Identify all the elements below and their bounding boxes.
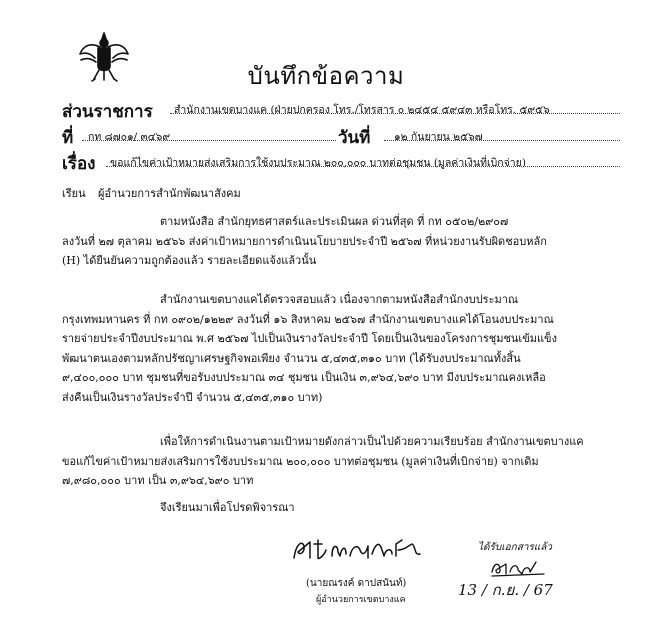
subject-label: เรื่อง [62, 154, 96, 174]
date-label: วันที่ [338, 128, 371, 148]
paragraph-2-line: ๙,๔๐๐,๐๐๐ บาท ชุมชนที่ขอรับงบประมาณ ๓๔ ชุมชน เป็นเงิน ๓,๙๖๔,๖๙๐ บาท มีงบประมาณคงเหลือ [62, 371, 546, 384]
paragraph-2-line: พัฒนาตนเองตามหลักปรัชญาเศรษฐกิจพอเพียง จำนวน ๕,๔๓๕,๓๑๐ บาท (ได้รับงบประมาณทั้งสิ้น [62, 351, 521, 365]
paragraph-3-line: เพื่อให้การดำเนินงานตามเป้าหมายดังกล่าวเป็นไปด้วยความเรียบร้อย สำนักงานเขตบางแค [160, 435, 584, 448]
signer-position: ผู้อำนวยการเขตบางแค [316, 595, 406, 605]
date-value: ๑๒ กันยายน ๒๕๖๗ [394, 131, 483, 143]
ref-label: ที่ [62, 128, 74, 148]
handwritten-initials-icon [488, 556, 548, 578]
salutation-label: เรียน [62, 187, 86, 200]
paragraph-3-line: ๗,๙๘๐,๐๐๐ บาท เป็น ๓,๙๖๔,๖๙๐ บาท [62, 474, 254, 487]
agency-label: ส่วนราชการ [62, 102, 153, 122]
salutation-value: ผู้อำนวยการสำนักพัฒนาสังคม [98, 187, 241, 200]
paragraph-2-line: รายจ่ายประจำปีงบประมาณ พ.ศ ๒๕๖๗ ไปเป็นเงินรางวัลประจำปี โดยเป็นเงินของโครงการชุมชนเข้มแข็ง [62, 332, 557, 345]
receipt-label: ได้รับเอกสารแล้ว [478, 542, 552, 553]
handwritten-signature-icon [288, 534, 428, 564]
paragraph-1-line: (H) ได้ยืนยันความถูกต้องแล้ว รายละเอียดแจ้งแล้วนั้น [62, 254, 317, 267]
paragraph-2 [62, 290, 617, 407]
paragraph-1-line: ตามหนังสือ สำนักยุทธศาสตร์และประเมินผล ด่วนที่สุด ที่ กท ๐๕๐๒/๒๙๐๗ [160, 215, 509, 228]
subject-value: ขอแก้ไขค่าเป้าหมายส่งเสริมการใช้งบประมาณ ๒๐๐,๐๐๐ บาทต่อชุมชน (มูลค่าเงินที่เบิกจ่าย) [110, 157, 526, 169]
paragraph-3-line: ขอแก้ไขค่าเป้าหมายส่งเสริมการใช้งบประมาณ ๒๐๐,๐๐๐ บาทต่อชุมชน (มูลค่าเงินที่เบิกจ่าย) จากเดิม [62, 454, 539, 468]
paragraph-2-line: ส่งคืนเป็นเงินรางวัลประจำปี จำนวน ๕,๔๓๕,๓๑๐ บาท) [62, 390, 323, 404]
closing-line: จึงเรียนมาเพื่อโปรดพิจารณา [160, 501, 295, 514]
document-title: บันทึกข้อความ [247, 62, 405, 90]
paragraph-4 [62, 498, 617, 518]
signer-name: (นายณรงค์ ดาปสนันท์) [306, 578, 407, 589]
paragraph-1 [62, 212, 617, 271]
paragraph-2-line: สำนักงานเขตบางแคได้ตรวจสอบแล้ว เนื่องจากตามหนังสือสำนักงบประมาณ [160, 293, 519, 306]
agency-value: สำนักงานเขตบางแค (ฝ่ายปกครอง โทร./โทรสาร ๐ ๒๔๕๔ ๕๙๔๓ หรือโทร. ๕๙๕๖ [174, 104, 550, 116]
paragraph-3 [62, 432, 617, 491]
paragraph-2-line: กรุงเทพมหานคร ที่ กท ๐๙๐๒/๑๒๒๙ ลงวันที่ ๑๖ สิงหาคม ๒๕๖๗ สำนักงานเขตบางแคได้โอนงบประมาณ [62, 312, 554, 326]
receipt-date: 13 / ก.ย. / 67 [458, 581, 553, 599]
paragraph-1-line: ลงวันที่ ๒๗ ตุลาคม ๒๕๖๖ ส่งค่าเป้าหมายการดำเนินนโยบายประจำปี ๒๕๖๗ ที่หน่วยงานรับผิดชอบหลัก [62, 234, 547, 248]
ref-value: กท ๘๗๐๑/ ๓๔๖๙ [88, 131, 171, 143]
